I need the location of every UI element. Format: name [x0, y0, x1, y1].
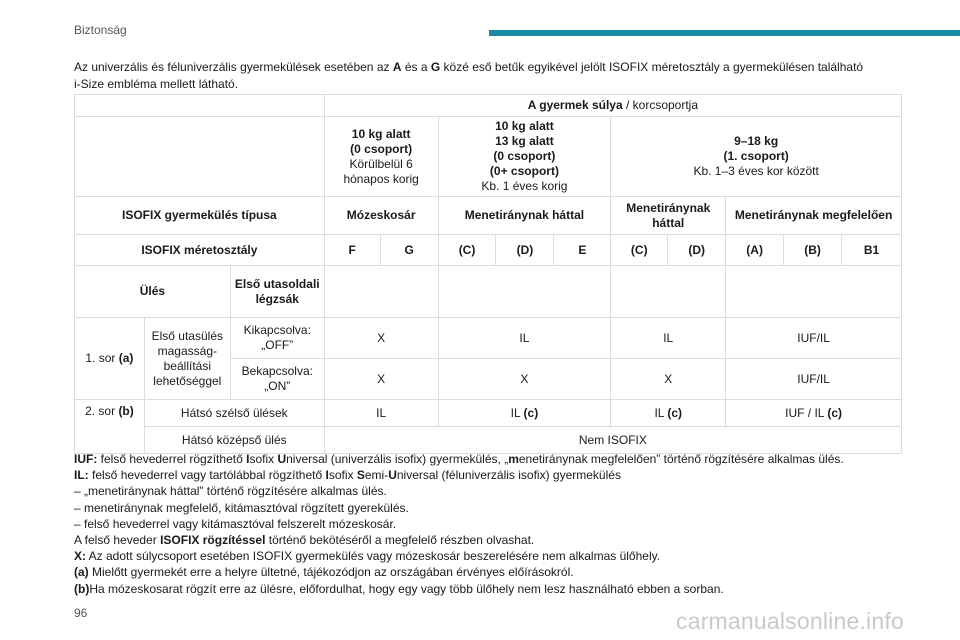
group-cell-0: 10 kg alatt (0 csoport) Körülbelül 6 hónapos korig: [324, 117, 438, 197]
table-cell: [75, 95, 325, 117]
table-row: [75, 427, 902, 454]
size-cell: F: [324, 235, 380, 266]
size-cell: (C): [611, 235, 668, 266]
row2-seat-middle: Hátsó középső ülés: [144, 427, 324, 454]
size-cell: G: [380, 235, 438, 266]
section-title: Biztonság: [74, 23, 127, 37]
table-row: [75, 266, 902, 318]
airbag-state: Bekapcsolva: „ON”: [230, 359, 324, 400]
table-cell: [726, 266, 902, 318]
table-cell: X: [611, 359, 726, 400]
size-cell: (B): [784, 235, 842, 266]
row2-label: 2. sor (b): [75, 400, 145, 454]
group-cell-1: 9–18 kg (1. csoport) Kb. 1–3 éves kor között: [611, 117, 902, 197]
airbag-state: Kikapcsolva: „OFF”: [230, 318, 324, 359]
note-b: (b)Ha mózeskosarat rögzít erre az ülésre, előfordulhat, hogy egy vagy több ülőhely nem lesz használható ebben a sorban.: [74, 581, 724, 596]
size-cell: E: [554, 235, 611, 266]
note-fixing: A felső heveder ISOFIX rögzítéssel történő bekötéséről a megfelelő részben olvashat.: [74, 533, 535, 548]
note-iuf: IUF: felső hevederrel rögzíthető Isofix Universal (univerzális isofix) gyermekülés, „menetiránynak megfelelően” történő rögzítésére alkalmas ülés.: [74, 452, 844, 466]
legend-notes: [74, 451, 904, 597]
table-cell: [611, 266, 726, 318]
table-cell: IL: [324, 400, 438, 427]
table-row: [75, 235, 902, 266]
table-row: [75, 400, 902, 427]
size-cell: (C): [438, 235, 496, 266]
table-cell: X: [324, 359, 438, 400]
table-row: [75, 95, 902, 117]
size-cell: (D): [496, 235, 554, 266]
table-cell: IL (c): [438, 400, 611, 427]
table-row: [75, 197, 902, 235]
weight-header: A gyermek súlya / korcsoportja: [324, 95, 901, 117]
isofix-table: [74, 94, 902, 454]
table-cell: IUF / IL (c): [726, 400, 902, 427]
table-cell: Nem ISOFIX: [324, 427, 901, 454]
airbag-label: Első utasoldali légzsák: [230, 266, 324, 318]
type-cell: Menetiránynak háttal: [438, 197, 611, 235]
note-dash: – felső hevederrel vagy kitámasztóval felszerelt mózeskosár.: [74, 516, 397, 531]
table-row: [75, 318, 902, 359]
size-cell: (D): [668, 235, 726, 266]
type-cell: Menetiránynak megfelelően: [726, 197, 902, 235]
type-cell: Menetiránynak háttal: [611, 197, 726, 235]
table-cell: IL: [438, 318, 611, 359]
note-dash: – „menetiránynak háttal” történő rögzítésére alkalmas ülés.: [74, 484, 387, 499]
row1-label: 1. sor (a): [75, 318, 145, 400]
watermark: carmanualsonline.info: [676, 608, 904, 634]
table-cell: IL (c): [611, 400, 726, 427]
group-cell-0plus: 10 kg alatt 13 kg alatt (0 csoport) (0+ csoport) Kb. 1 éves korig: [438, 117, 611, 197]
note-il: IL: felső hevederrel vagy tartólábbal rögzíthető Isofix Semi-Universal (féluniverzális isofix) gyermekülés: [74, 468, 621, 483]
intro-paragraph: Az univerzális és féluniverzális gyermekülések esetében az A és a G közé eső betűk egyikével jelölt ISOFIX méretosztály a gyermekülésen található i-Size embléma mellett látható.: [74, 60, 864, 91]
table-cell: [75, 117, 325, 197]
note-x: X: Az adott súlycsoport esetében ISOFIX gyermekülés vagy mózeskosár beszerelésére nem alkalmas ülőhely.: [74, 549, 661, 564]
note-a: (a) Mielőtt gyermekét erre a helyre ültetné, tájékozódjon az országában érvényes előírásokról.: [74, 565, 574, 580]
page-number: 96: [74, 606, 88, 620]
table-cell: [438, 266, 611, 318]
size-cell: B1: [842, 235, 902, 266]
table-row: [75, 117, 902, 197]
table-cell: IUF/IL: [726, 318, 902, 359]
seat-label: Ülés: [75, 266, 231, 318]
table-cell: IL: [611, 318, 726, 359]
table-cell: X: [438, 359, 611, 400]
type-cell: Mózeskosár: [324, 197, 438, 235]
table-cell: IUF/IL: [726, 359, 902, 400]
table-cell: [324, 266, 438, 318]
size-label: ISOFIX méretosztály: [75, 235, 325, 266]
row1-seat: Első utasülés magasság-beállítási lehetőséggel: [144, 318, 230, 400]
note-dash: – menetiránynak megfelelő, kitámasztóval rögzített gyerekülés.: [74, 500, 409, 515]
size-cell: (A): [726, 235, 784, 266]
type-label: ISOFIX gyermekülés típusa: [75, 197, 325, 235]
table-cell: X: [324, 318, 438, 359]
row2-seat: Hátsó szélső ülések: [144, 400, 324, 427]
header-accent-bar: [489, 30, 960, 36]
